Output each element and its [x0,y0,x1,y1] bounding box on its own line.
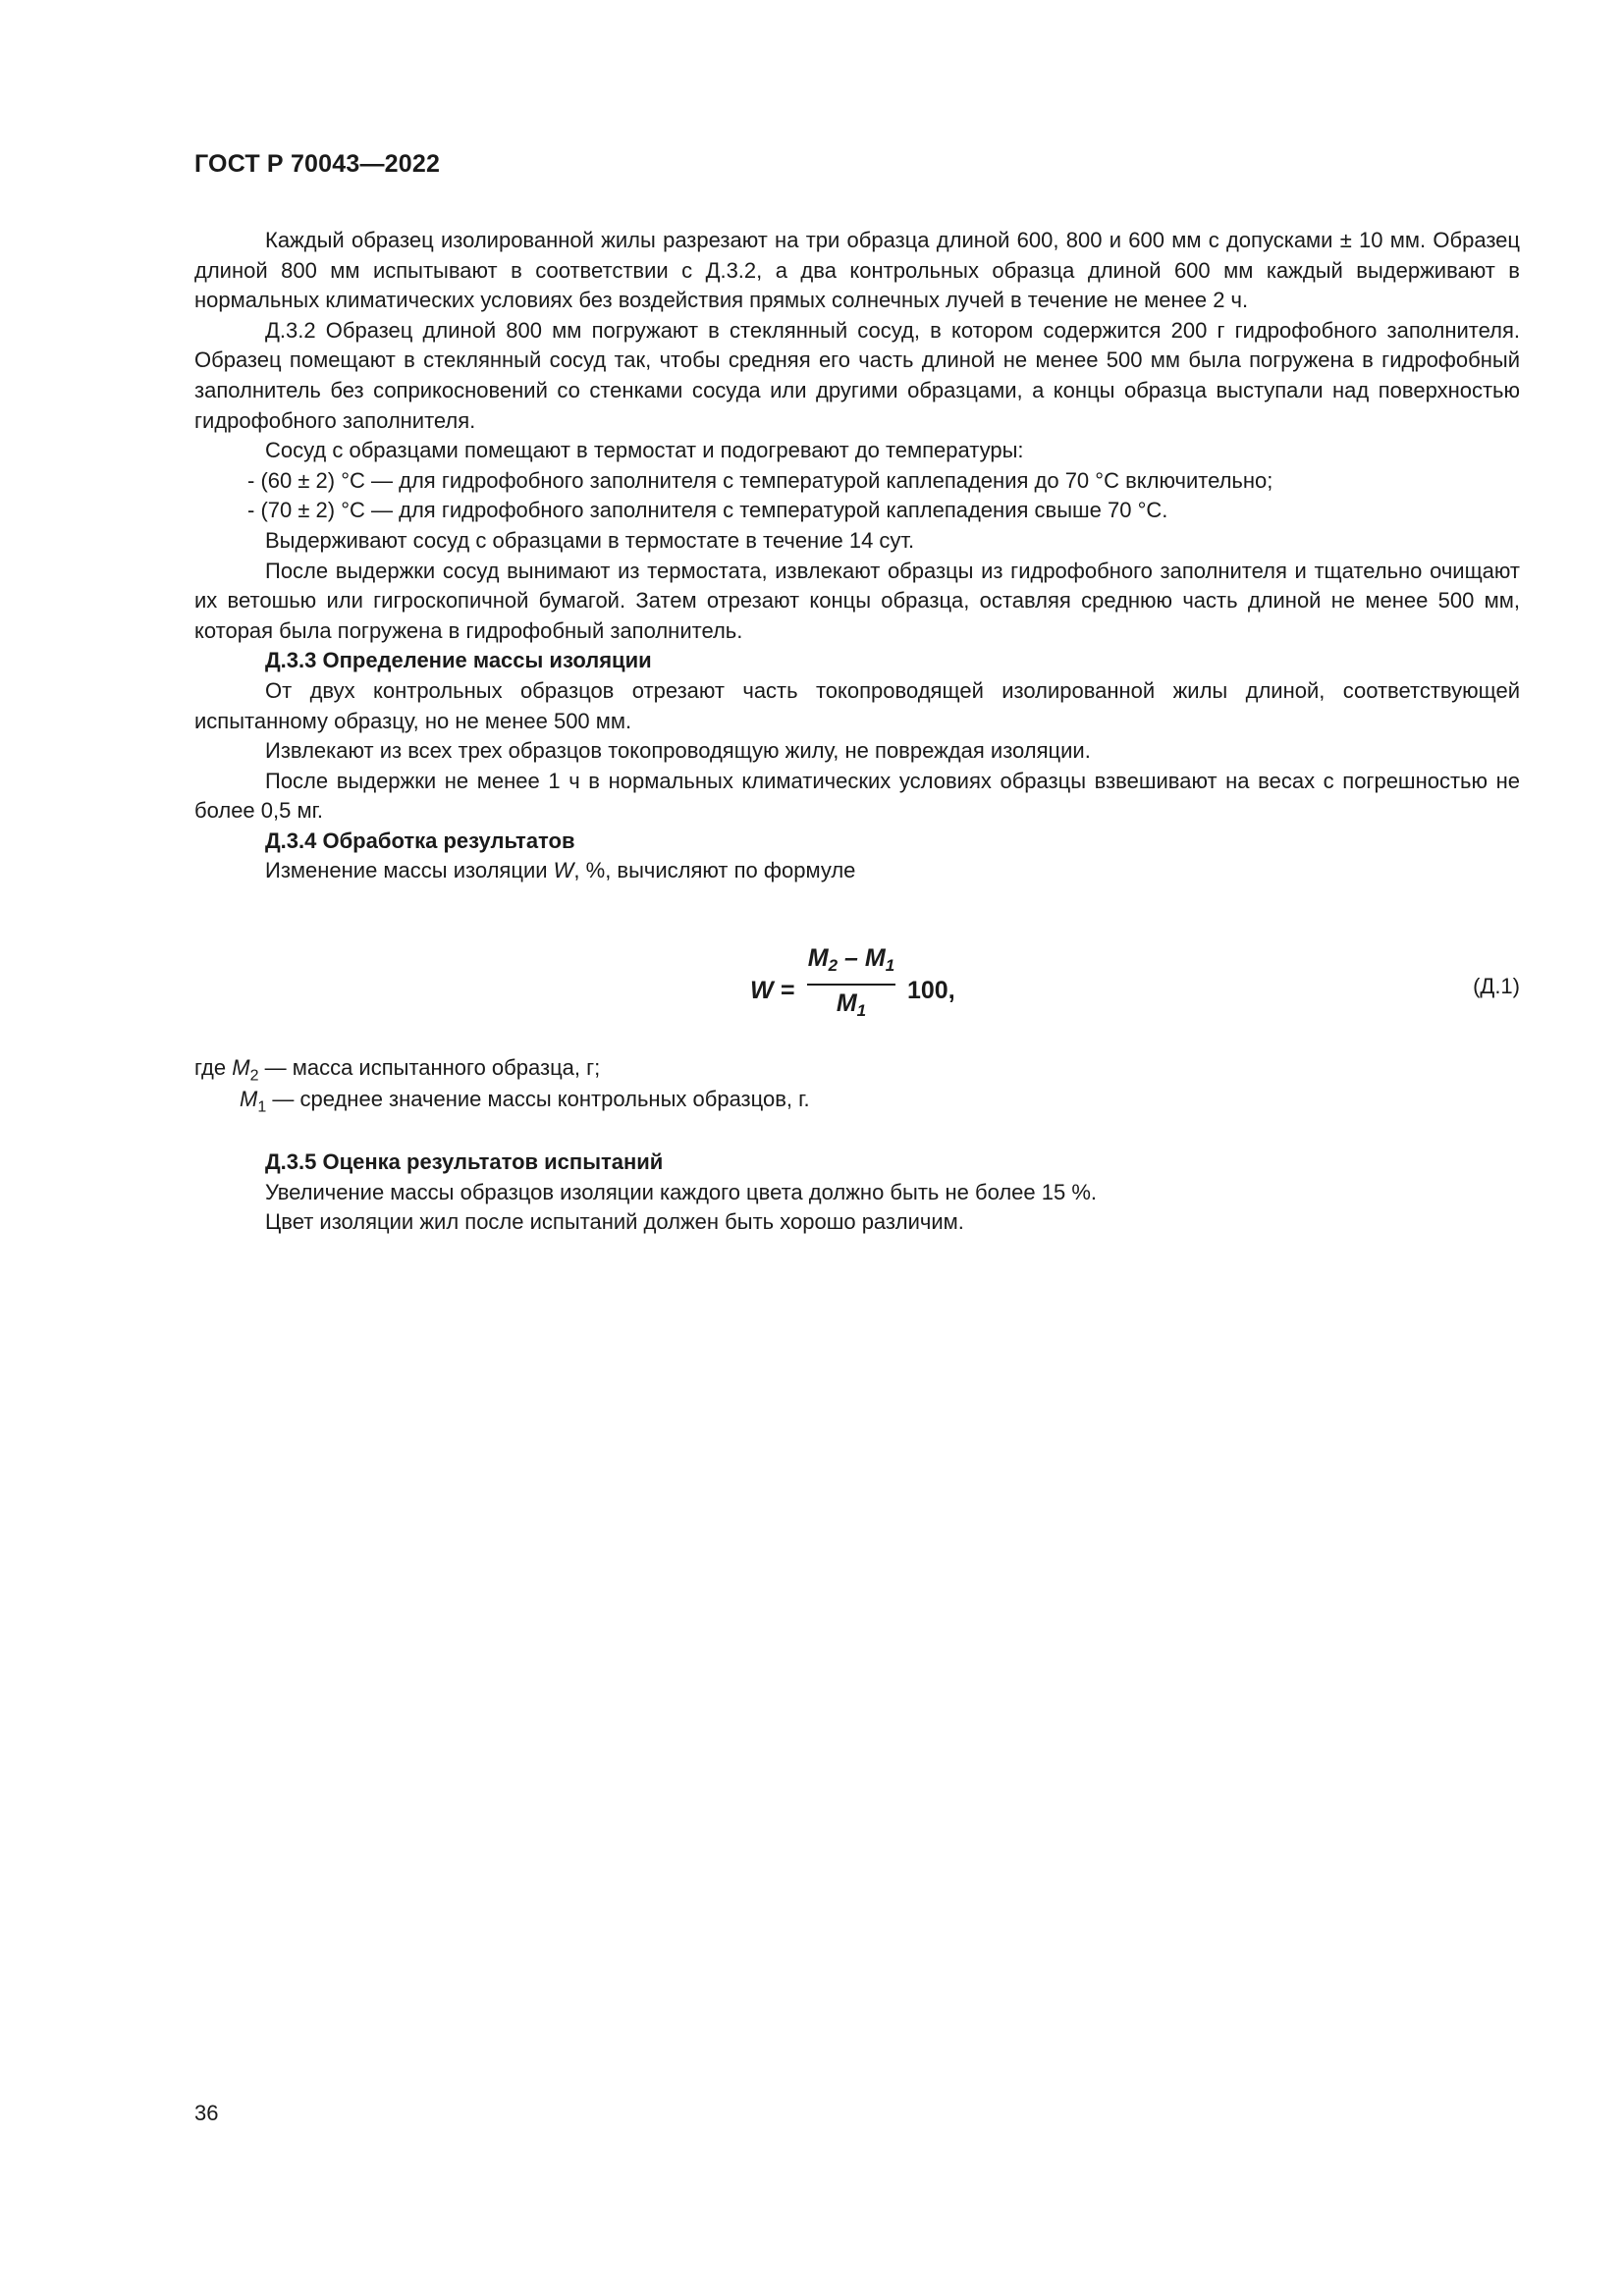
formula-symbol: M [836,989,857,1017]
legend-dash: — [264,1055,287,1080]
legend-text: масса испытанного образца, г; [292,1055,601,1080]
legend-dash: — [272,1087,295,1111]
formula-numerator [806,944,896,976]
fraction-bar [807,984,895,986]
legend-symbol [232,1055,259,1085]
formula-legend [194,1052,1078,1115]
formula-subscript: 1 [885,956,895,975]
formula-minus: – [838,944,865,972]
formula-lhs: W = [750,977,795,1004]
legend-prefix: где [194,1055,227,1080]
paragraph: От двух контрольных образцов отрезают часть токопроводящей изолированной жилы длиной, соответствующей испытанному образцу, но не менее 500 мм. [194,677,1520,733]
paragraph: Выдерживают сосуд с образцами в термостате в течение 14 сут. [265,527,915,553]
paragraph: Д.3.2 Образец длиной 800 мм погружают в стеклянный сосуд, в котором содержится 200 г гидрофобного заполнителя. Образец помещают в стеклянный сосуд так, чтобы средняя его часть длиной не менее 500 мм была погружена в гидрофобный заполнитель без соприкосновений со стенками сосуда или другими образцами, а концы образца выступали над поверхностью гидрофобного заполнителя. [194,317,1520,433]
list-item: - (70 ± 2) °С — для гидрофобного заполнителя с температурой каплепадения свыше 70 °С. [247,498,1168,523]
legend-symbol [240,1087,267,1116]
section-heading: Д.3.3 Определение массы изоляции [265,648,652,673]
paragraph: Каждый образец изолированной жилы разрезают на три образца длиной 600, 800 и 600 мм с допусками ± 10 мм. Образец длиной 800 мм испытывают в соответствии с Д.3.2, а два контрольных образца длиной 600 мм каждый выдерживают в нормальных климатических условиях без воздействия прямых солнечных лучей в течение не менее 2 ч. [194,228,1520,313]
formula-number: (Д.1) [1473,974,1520,998]
legend-line [194,1052,1078,1084]
legend-symbol-letter: M [232,1055,250,1080]
document-header-title: ГОСТ Р 70043—2022 [194,150,441,178]
formula-symbol: M [864,944,886,972]
formula-subscript: 2 [828,956,839,975]
formula-row [194,940,1520,1039]
formula-denominator [806,989,896,1021]
paragraph: Изменение массы изоляции W, %, вычисляют по формуле [265,858,856,883]
legend-line [194,1084,1078,1115]
legend-symbol-subscript: 1 [257,1098,267,1116]
paragraph: После выдержки не менее 1 ч в нормальных климатических условиях образцы взвешивают на весах с погрешностью не более 0,5 мг. [194,768,1520,824]
section-results-evaluation [194,1148,1520,1238]
formula-multiplier: 100, [907,977,955,1004]
formula-subscript: 1 [856,1001,867,1020]
formula-symbol: M [807,944,829,972]
legend-text: среднее значение массы контрольных образцов, г. [299,1087,810,1111]
page-number: 36 [194,2101,219,2125]
paragraph: Цвет изоляции жил после испытаний должен быть хорошо различим. [265,1209,964,1235]
variable-w: W [553,858,574,883]
paragraph: После выдержки сосуд вынимают из термостата, извлекают образцы из гидрофобного заполнителя и тщательно очищают их ветошью или гигроскопичной бумагой. Затем отрезают концы образца, оставляя среднюю часть длиной не менее 500 мм, которая была погружена в гидрофобный заполнитель. [194,558,1520,643]
paragraph: Извлекают из всех трех образцов токопроводящую жилу, не повреждая изоляции. [265,738,1091,764]
legend-symbol-subscript: 2 [249,1067,259,1085]
body-text [194,226,1520,886]
legend-symbol-letter: M [240,1087,258,1111]
paragraph: Сосуд с образцами помещают в термостат и подогревают до температуры: [265,438,1024,463]
list-item: - (60 ± 2) °С — для гидрофобного заполнителя с температурой каплепадения до 70 °С включительно; [247,467,1273,493]
section-heading: Д.3.5 Оценка результатов испытаний [265,1149,664,1174]
paragraph: Увеличение массы образцов изоляции каждого цвета должно быть не более 15 %. [265,1179,1098,1204]
section-heading: Д.3.4 Обработка результатов [265,828,575,853]
